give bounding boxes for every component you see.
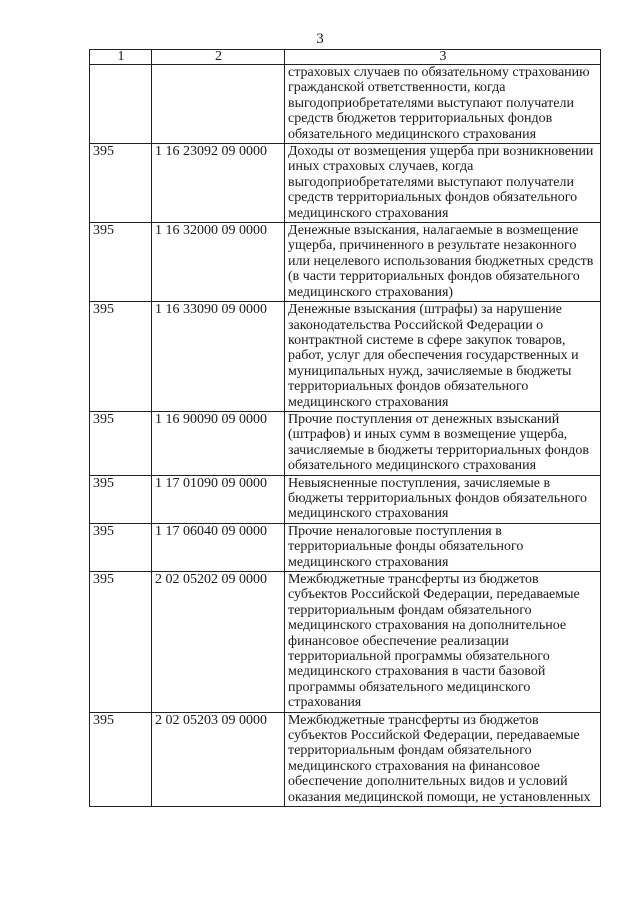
- admin-code-cell: [90, 65, 152, 144]
- column-header-3: 3: [285, 50, 601, 65]
- admin-code-cell: 395: [90, 572, 152, 713]
- admin-code-cell: 395: [90, 712, 152, 806]
- description-cell: Прочие поступления от денежных взысканий (штрафов) и иных сумм в возмещение ущерба, зачисляемые в бюджеты территориальных фондов обязательного медицинского страхования: [285, 411, 601, 475]
- revenue-code-cell: [152, 65, 285, 144]
- admin-code-cell: 395: [90, 411, 152, 475]
- revenue-code-cell: 1 16 90090 09 0000: [152, 411, 285, 475]
- revenue-code-cell: 2 02 05203 09 0000: [152, 712, 285, 806]
- description-cell: Денежные взыскания (штрафы) за нарушение законодательства Российской Федерации о контрактной системе в сфере закупок товаров, работ, услуг для обеспечения государственных и муниципальных нужд, зачисляемые в бюджеты территориальных фондов обязательного медицинского страхования: [285, 302, 601, 412]
- admin-code-cell: 395: [90, 302, 152, 412]
- description-cell: Прочие неналоговые поступления в территориальные фонды обязательного медицинского страхования: [285, 523, 601, 571]
- description-cell: Межбюджетные трансферты из бюджетов субъектов Российской Федерации, передаваемые территориальным фондам обязательного медицинского страхования на дополнительное финансовое обеспечение реализации территориальной программы обязательного медицинского страхования в части базовой программы обязательного медицинского страхования: [285, 572, 601, 713]
- table-row: [90, 411, 601, 475]
- admin-code-cell: 395: [90, 144, 152, 223]
- page-number: 3: [316, 31, 324, 47]
- revenue-code-cell: 1 17 01090 09 0000: [152, 475, 285, 523]
- description-cell: Межбюджетные трансферты из бюджетов субъектов Российской Федерации, передаваемые территориальным фондам обязательного медицинского страхования на финансовое обеспечение дополнительных видов и условий оказания медицинской помощи, не установленных: [285, 712, 601, 806]
- admin-code-cell: 395: [90, 223, 152, 302]
- admin-code-cell: 395: [90, 475, 152, 523]
- admin-code-cell: 395: [90, 523, 152, 571]
- table-row: [90, 302, 601, 412]
- description-cell: Доходы от возмещения ущерба при возникновении иных страховых случаев, когда выгодоприобретателями выступают получатели средств территориальных фондов обязательного медицинского страхования: [285, 144, 601, 223]
- table-row: [90, 475, 601, 523]
- table-row: [90, 223, 601, 302]
- revenue-code-cell: 1 16 23092 09 0000: [152, 144, 285, 223]
- table-row: [90, 572, 601, 713]
- table-row: [90, 523, 601, 571]
- table-row: [90, 712, 601, 806]
- description-cell: Денежные взыскания, налагаемые в возмещение ущерба, причиненного в результате незаконного или нецелевого использования бюджетных средств (в части территориальных фондов обязательного медицинского страхования): [285, 223, 601, 302]
- description-cell: страховых случаев по обязательному страхованию гражданской ответственности, когда выгодоприобретателями выступают получатели средств бюджетов территориальных фондов обязательного медицинского страхования: [285, 65, 601, 144]
- column-header-2: 2: [152, 50, 285, 65]
- revenue-codes-table: [89, 49, 601, 807]
- description-cell: Невыясненные поступления, зачисляемые в бюджеты территориальных фондов обязательного медицинского страхования: [285, 475, 601, 523]
- revenue-code-cell: 1 16 32000 09 0000: [152, 223, 285, 302]
- table-row: [90, 144, 601, 223]
- table-row: [90, 65, 601, 144]
- revenue-code-cell: 2 02 05202 09 0000: [152, 572, 285, 713]
- column-header-1: 1: [90, 50, 152, 65]
- revenue-code-cell: 1 16 33090 09 0000: [152, 302, 285, 412]
- table-header-row: [90, 50, 601, 65]
- revenue-code-cell: 1 17 06040 09 0000: [152, 523, 285, 571]
